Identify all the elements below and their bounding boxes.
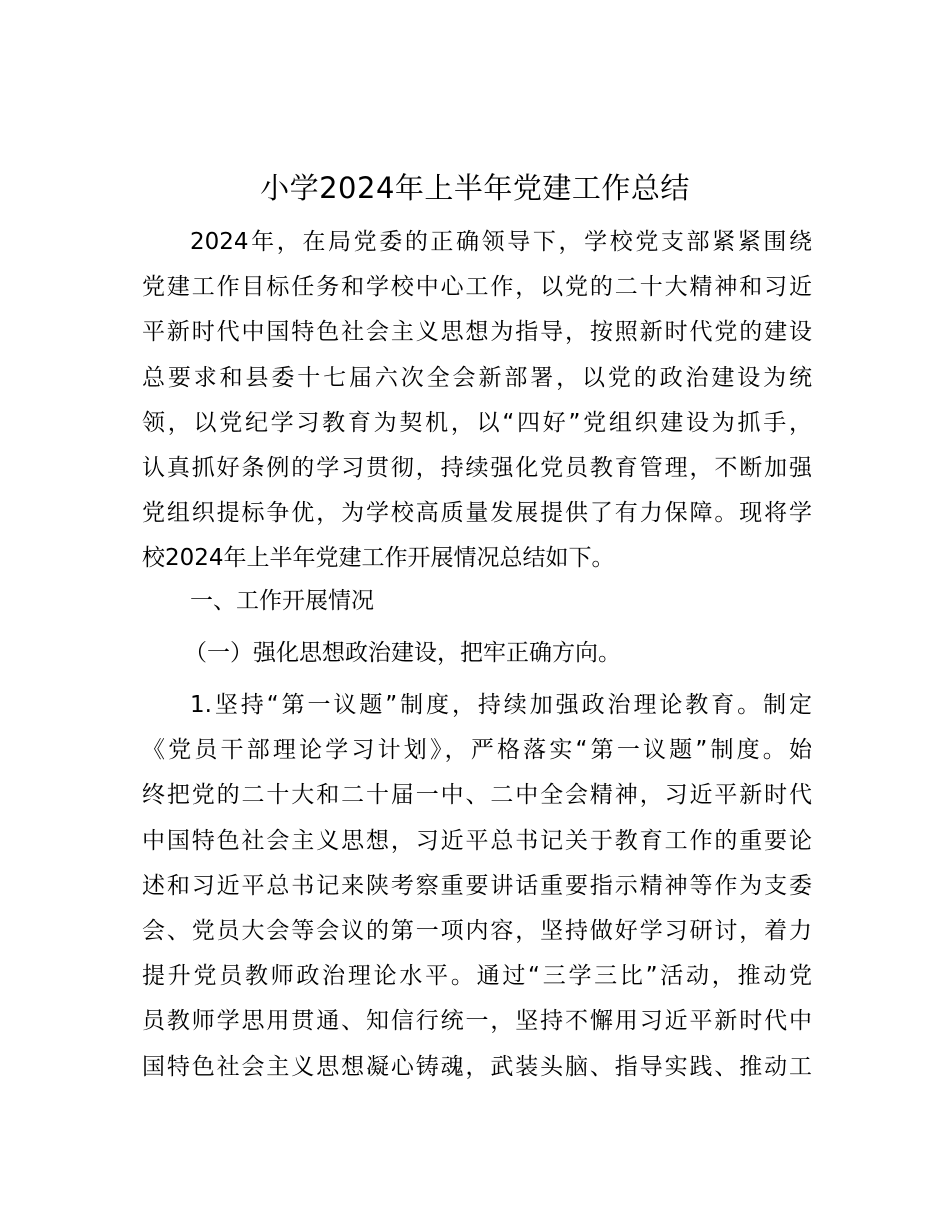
paragraph-line: 员教师学思用贯通、知信行统一，坚持不懈用习近平新时代中 — [142, 1008, 812, 1035]
paragraph-line: 《党员干部理论学习计划》，严格落实“第一议题”制度。始 — [142, 737, 812, 764]
paragraph-line: 校2024年上半年党建工作开展情况总结如下。 — [142, 545, 615, 572]
paragraph-line: 平新时代中国特色社会主义思想为指导，按照新时代党的建设 — [142, 319, 812, 346]
item-paragraph — [142, 683, 812, 1090]
paragraph-line: 提升党员教师政治理论水平。通过“三学三比”活动，推动党 — [142, 963, 812, 990]
paragraph-line: 2024年，在局党委的正确领导下，学校党支部紧紧围绕 — [190, 229, 812, 255]
section-heading: 一、工作开展情况 — [190, 588, 374, 614]
subsection-heading: （一）强化思想政治建设，把牢正确方向。 — [184, 640, 621, 666]
paragraph-line: 1.坚持“第一议题”制度，持续加强政治理论教育。制定 — [190, 692, 812, 718]
paragraph-line: 述和习近平总书记来陕考察重要讲话重要指示精神等作为支委 — [142, 872, 812, 899]
paragraph-line: 总要求和县委十七届六次全会新部署，以党的政治建设为统 — [142, 364, 812, 391]
document-title: 小学2024年上半年党建工作总结 — [260, 171, 690, 205]
paragraph-line: 领，以党纪学习教育为契机，以“四好”党组织建设为抓手， — [142, 409, 812, 436]
paragraph-line: 中国特色社会主义思想，习近平总书记关于教育工作的重要论 — [142, 827, 812, 854]
intro-paragraph — [142, 220, 812, 582]
paragraph-line: 终把党的二十大和二十届一中、二中全会精神，习近平新时代 — [142, 782, 812, 809]
paragraph-line: 国特色社会主义思想凝心铸魂，武装头脑、指导实践、推动工 — [142, 1053, 812, 1080]
paragraph-line: 认真抓好条例的学习贯彻，持续强化党员教育管理，不断加强 — [142, 454, 812, 481]
paragraph-line: 党组织提标争优，为学校高质量发展提供了有力保障。现将学 — [142, 500, 812, 527]
paragraph-line: 党建工作目标任务和学校中心工作，以党的二十大精神和习近 — [142, 274, 812, 301]
paragraph-line: 会、党员大会等会议的第一项内容，坚持做好学习研讨，着力 — [142, 917, 812, 944]
